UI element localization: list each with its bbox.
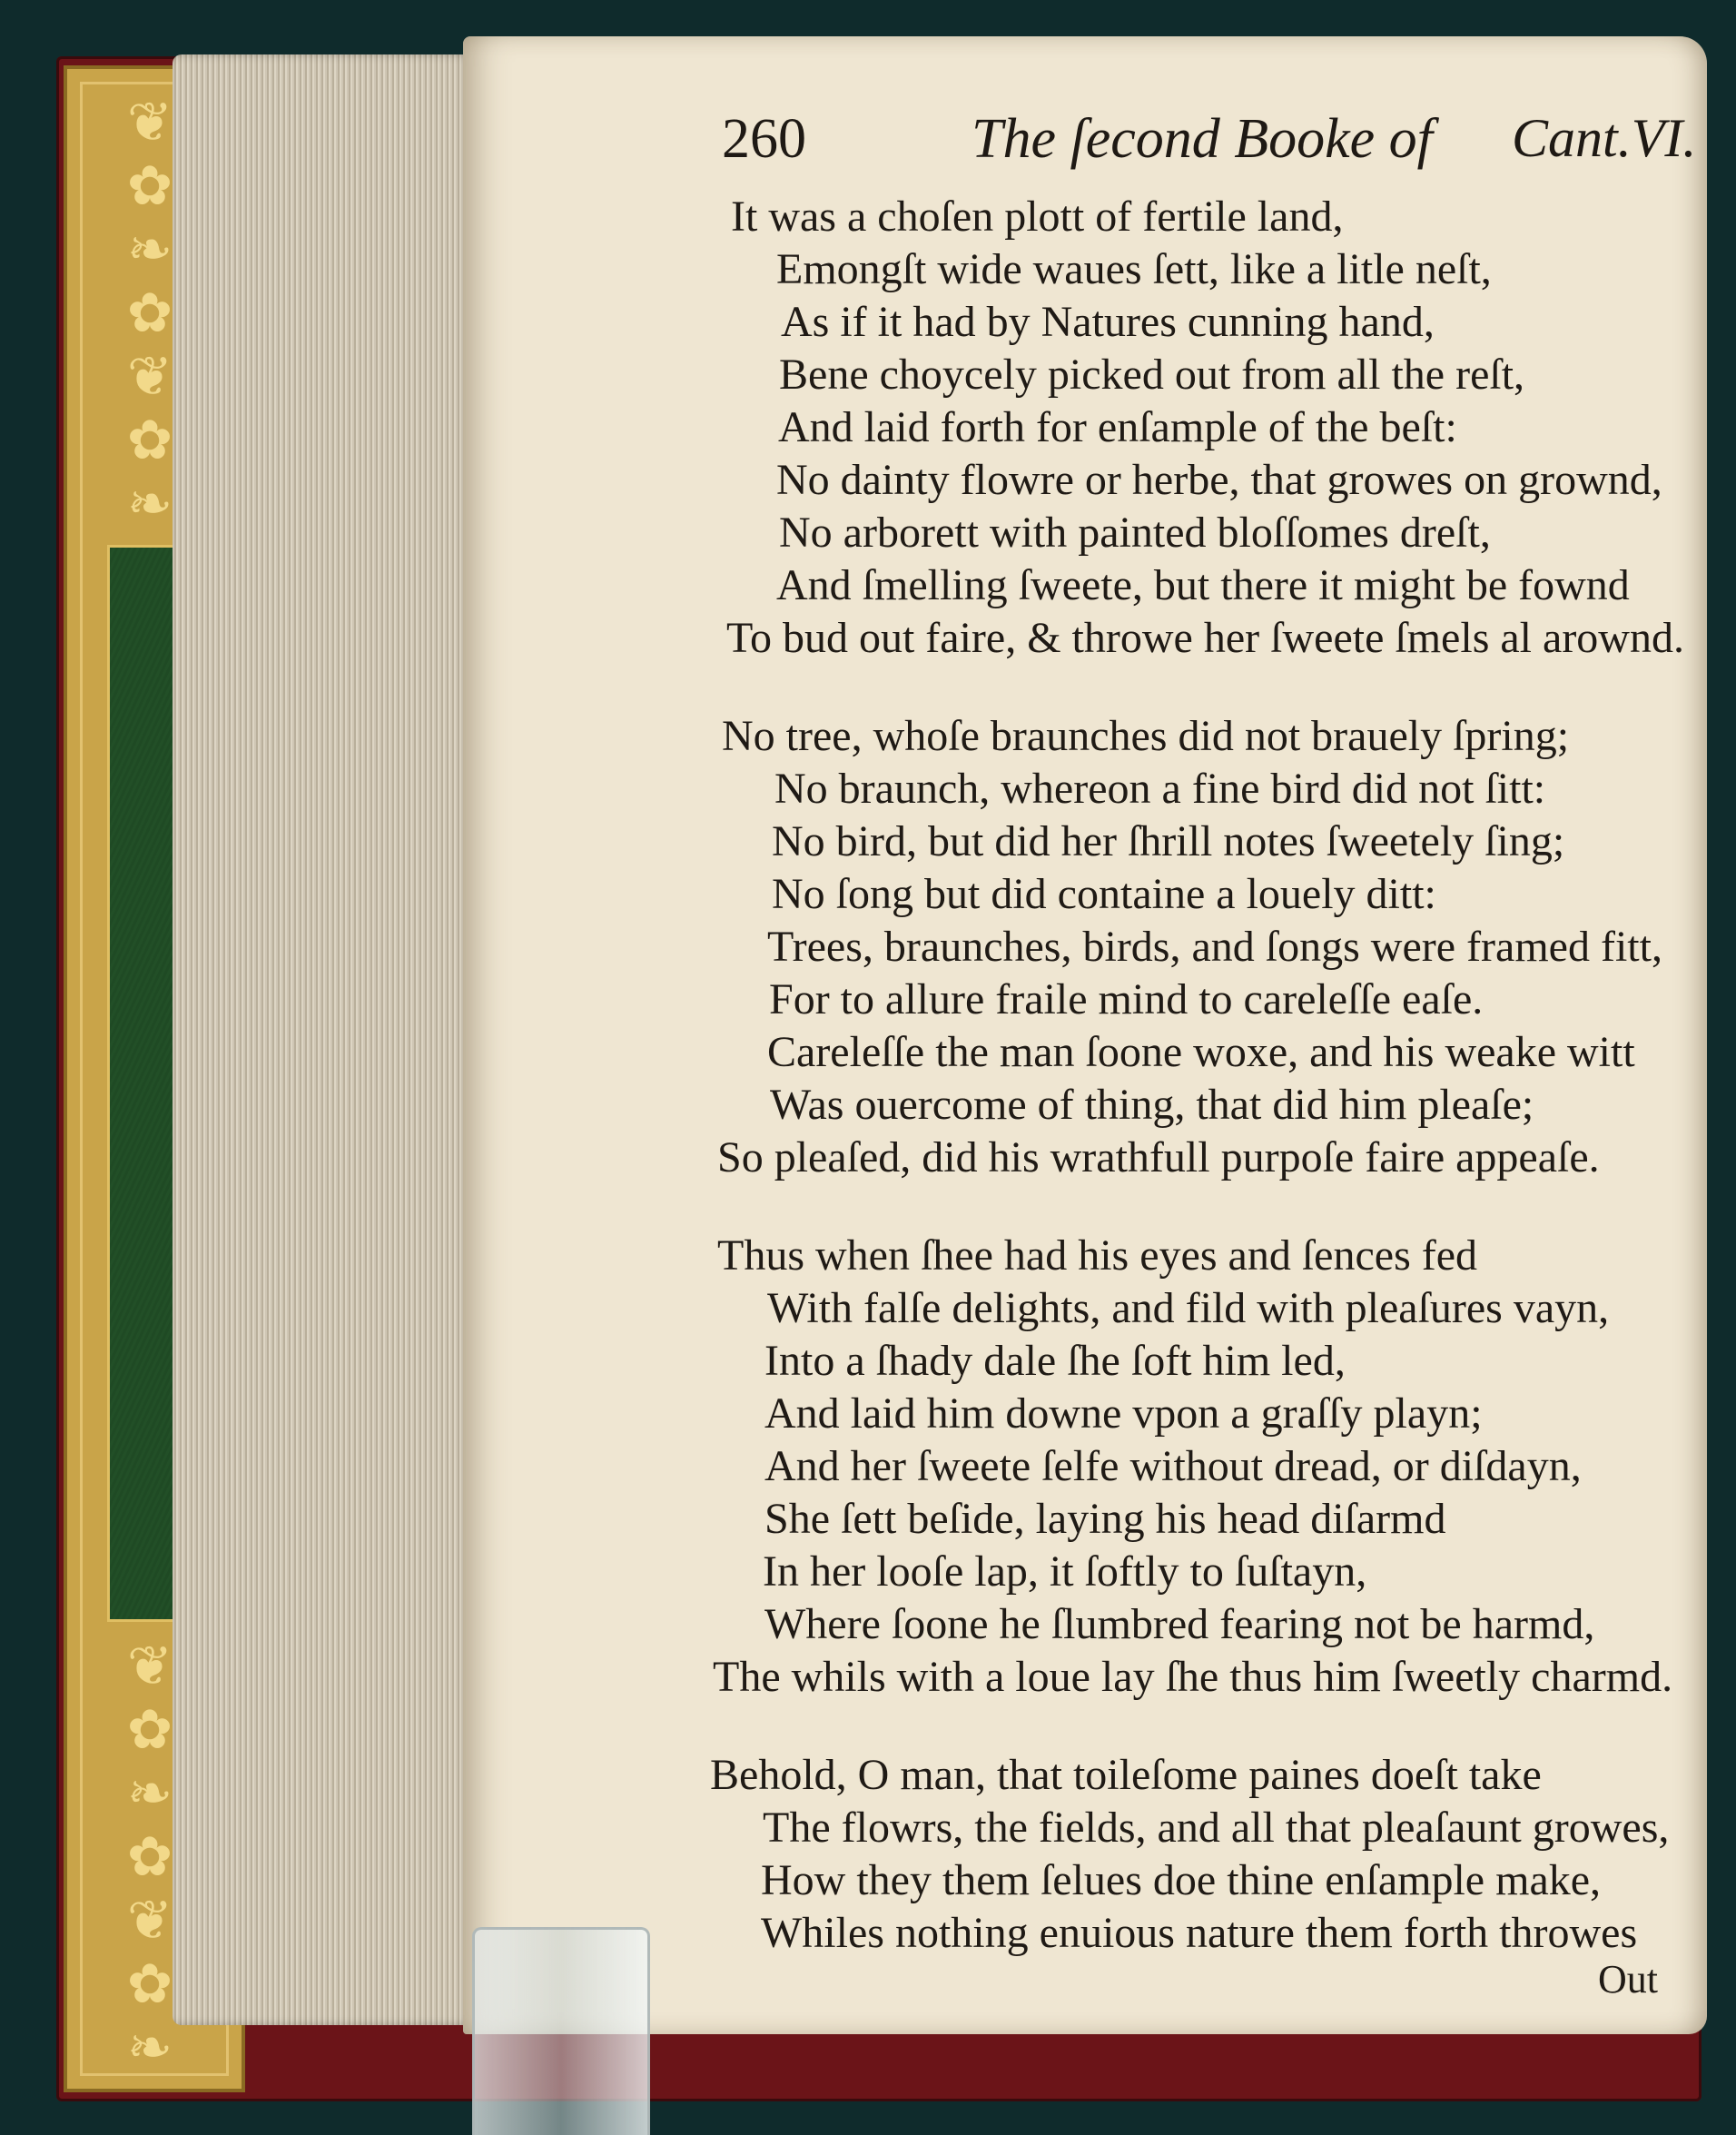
gilt-ornament-icon: ❦ ✿ ❧ ✿ ❦ ✿ ❧ — [126, 91, 173, 527]
verse-line: No bird, but did her ſhrill notes ſweetely ſing; — [772, 817, 1565, 865]
gilt-ornament-icon: ❦ ✿ ❧ ✿ ❦ ✿ ❧ — [126, 1635, 173, 2061]
verse-line: And ſmelling ſweete, but there it might be fownd — [776, 561, 1630, 609]
verse-line: No arborett with painted bloſſomes dreſt, — [779, 509, 1491, 557]
verse-line: No braunch, whereon a fine bird did not ſitt: — [774, 765, 1546, 813]
catchword: Out — [1598, 1957, 1658, 2002]
verse-line: It was a choſen plott of fertile land, — [731, 193, 1344, 241]
verse-line: Was ouercome of thing, that did him pleaſe; — [770, 1081, 1534, 1129]
page-number: 260 — [722, 108, 806, 170]
verse-line: She ſett beſide, laying his head diſarmd — [764, 1495, 1446, 1543]
verse-line: Thus when ſhee had his eyes and ſences fed — [717, 1231, 1478, 1280]
verse-line: No dainty flowre or herbe, that growes on grownd, — [776, 456, 1662, 504]
verse-line: The flowrs, the fields, and all that pleaſaunt growes, — [763, 1804, 1670, 1852]
page-header — [0, 107, 1736, 189]
page-edges — [173, 54, 472, 2025]
verse-line: Into a ſhady dale ſhe ſoft him led, — [764, 1337, 1346, 1385]
verse-line: Bene choycely picked out from all the reſt, — [779, 351, 1525, 399]
verse-line: So pleaſed, did his wrathfull purpoſe faire appeaſe. — [717, 1133, 1600, 1181]
canto-mark: Cant.VI. — [1512, 108, 1697, 168]
verse-line: With falſe delights, and fild with pleaſures vayn, — [767, 1284, 1610, 1332]
verse-line: As if it had by Natures cunning hand, — [781, 298, 1435, 346]
glass-page-weight — [472, 1927, 650, 2135]
verse-line: No tree, whoſe braunches did not brauely ſpring; — [722, 712, 1570, 760]
verse-line: For to allure fraile mind to careleſſe eaſe. — [769, 975, 1484, 1023]
verse-line: And her ſweete ſelfe without dread, or diſdayn, — [764, 1442, 1582, 1490]
verse-line: To bud out faire, & throwe her ſweete ſmels al arownd. — [726, 614, 1684, 662]
verse-line: No ſong but did containe a louely ditt: — [772, 870, 1436, 918]
verse-line: Behold, O man, that toileſome paines doeſt take — [710, 1751, 1542, 1799]
verse-line: And laid him downe vpon a graſſy playn; — [764, 1389, 1483, 1438]
verse-line: The whils with a loue lay ſhe thus him ſweetly charmd. — [713, 1653, 1673, 1701]
verse-line: Emongſt wide waues ſett, like a litle neſt, — [776, 245, 1492, 293]
verse-line: Whiles nothing enuious nature them forth throwes — [761, 1909, 1638, 1957]
verse-line: In her looſe lap, it ſoftly to ſuſtayn, — [763, 1547, 1367, 1596]
verse-line: Trees, braunches, birds, and ſongs were framed fitt, — [767, 923, 1662, 971]
verse-line: Careleſſe the man ſoone woxe, and his weake witt — [767, 1028, 1635, 1076]
verse-line: Where ſoone he ſlumbred fearing not be harmd, — [764, 1600, 1595, 1648]
verse-line: And laid forth for enſample of the beſt: — [778, 403, 1457, 451]
running-title: The ſecond Booke of — [972, 108, 1433, 170]
verse-line: How they them ſelues doe thine enſample make, — [761, 1856, 1602, 1904]
